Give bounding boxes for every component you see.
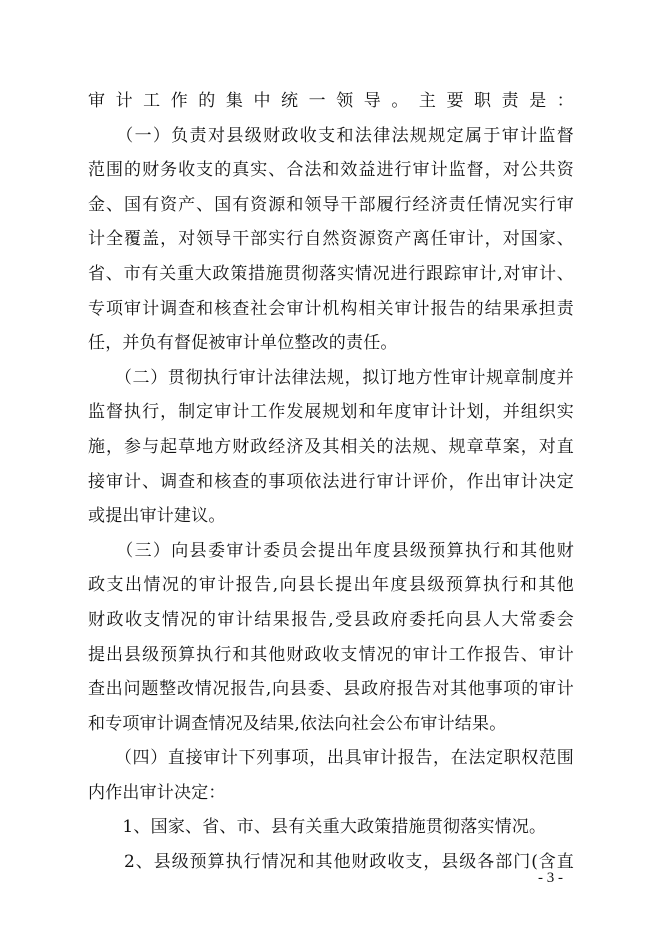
text-line: 2、县级预算执行情况和其他财政收支，县级各部门(含直 bbox=[88, 852, 574, 873]
text-line: （四）直接审计下列事项，出具审计报告，在法定职权范围 bbox=[88, 748, 574, 769]
text-line: 金、国有资产、国有资源和领导干部履行经济责任情况实行审 bbox=[88, 194, 574, 215]
text-line: 专项审计调查和核查社会审计机构相关审计报告的结果承担责 bbox=[88, 298, 574, 319]
text-line: 1、国家、省、市、县有关重大政策措施贯彻落实情况。 bbox=[88, 817, 547, 838]
text-line: 或提出审计建议。 bbox=[88, 506, 226, 527]
page-number: - 3 - bbox=[538, 870, 563, 886]
text-line: 任，并负有督促被审计单位整改的责任。 bbox=[88, 333, 398, 354]
text-line: （二）贯彻执行审计法律法规，拟订地方性审计规章制度并 bbox=[88, 367, 574, 388]
text-line: 范围的财务收支的真实、合法和效益进行审计监督，对公共资 bbox=[88, 160, 574, 181]
body-text bbox=[88, 84, 574, 880]
text-line: 查出问题整改情况报告,向县委、县政府报告对其他事项的审计 bbox=[88, 679, 574, 700]
text-line: 政支出情况的审计报告,向县长提出年度县级预算执行和其他 bbox=[88, 575, 574, 596]
text-line: （三）向县委审计委员会提出年度县级预算执行和其他财 bbox=[88, 540, 574, 561]
text-line: 施，参与起草地方财政经济及其相关的法规、规章草案，对直 bbox=[88, 436, 574, 457]
text-line: 提出县级预算执行和其他财政收支情况的审计工作报告、审计 bbox=[88, 644, 574, 665]
text-line: 计全覆盖，对领导干部实行自然资源资产离任审计，对国家、 bbox=[88, 229, 574, 250]
text-line: 内作出审计决定： bbox=[88, 782, 226, 803]
text-line: 审计工作的集中统一领导。主要职责是： bbox=[88, 91, 574, 111]
text-line: 监督执行，制定审计工作发展规划和年度审计计划，并组织实 bbox=[88, 402, 574, 423]
text-line: （一）负责对县级财政收支和法律法规规定属于审计监督 bbox=[88, 125, 574, 146]
text-line: 省、市有关重大政策措施贯彻落实情况进行跟踪审计,对审计、 bbox=[88, 263, 574, 284]
text-line: 和专项审计调查情况及结果,依法向社会公布审计结果。 bbox=[88, 713, 507, 734]
text-line: 接审计、调查和核查的事项依法进行审计评价，作出审计决定 bbox=[88, 471, 574, 492]
text-line: 财政收支情况的审计结果报告,受县政府委托向县人大常委会 bbox=[88, 609, 574, 630]
